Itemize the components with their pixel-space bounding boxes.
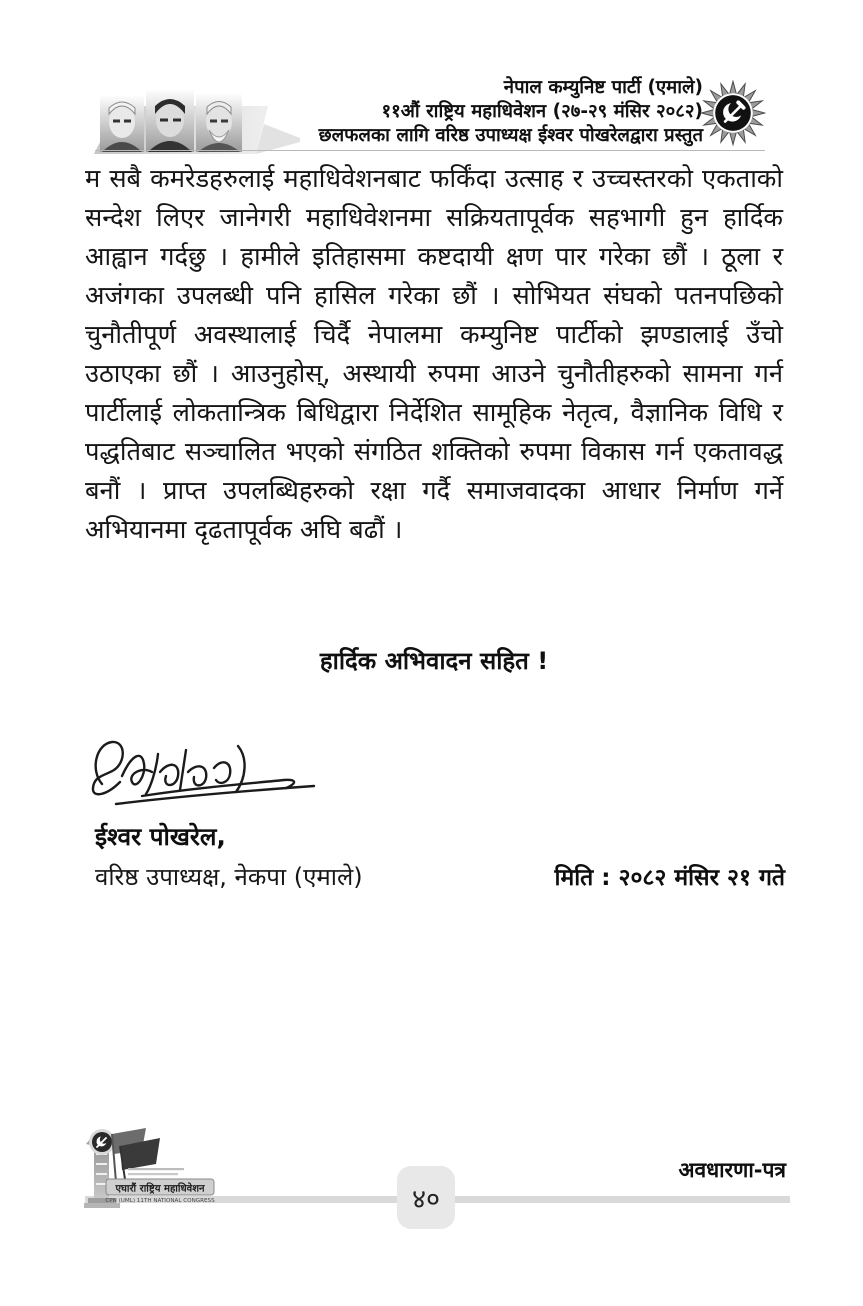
signature	[86, 730, 326, 818]
page-number-badge	[397, 1166, 455, 1229]
congress-logo-icon	[76, 1124, 228, 1222]
signatory-title: वरिष्ठ उपाध्यक्ष, नेकपा (एमाले)	[95, 863, 363, 891]
congress-line: ११औं राष्ट्रिय महाधिवेशन (२७-२९ मंसिर २०८२)	[381, 101, 703, 122]
congress-logo-title: एघारौं राष्ट्रिय महाधिवेशन	[115, 1183, 205, 1195]
signature-row	[95, 860, 785, 893]
handwritten-signature-icon	[86, 730, 326, 818]
party-name: नेपाल कम्युनिष्ट पार्टी (एमाले)	[503, 77, 703, 98]
leaders-photo-strip-icon	[88, 84, 303, 160]
party-emblem	[700, 80, 766, 146]
page-number: ४०	[411, 1184, 441, 1215]
leader-portrait-2	[146, 90, 194, 152]
document-header	[273, 76, 703, 148]
document-label: अवधारणा-पत्र	[678, 1158, 786, 1182]
signatory-name: ईश्वर पोखरेल,	[95, 822, 226, 851]
presented-line: छलफलका लागि वरिष्ठ उपाध्यक्ष ईश्वर पोखरेलद्वारा प्रस्तुत	[318, 125, 703, 146]
leader-portrait-1	[100, 96, 144, 152]
salutation-line: हार्दिक अभिवादन सहित !	[319, 647, 549, 675]
header-divider	[95, 150, 765, 151]
letter-paragraph: म सबै कमरेडहरुलाई महाधिवेशनबाट फर्किंदा उत्साह र उच्चस्तरको एकताको सन्देश लिएर जानेगरी महाधिवेशनमा सक्रियतापूर्वक सहभागी हुन हार्दिक आह्वान गर्दछु । हामीले इतिहासमा कष्टदायी क्षण पार गरेका छौं । ठूला र अजंगका उपलब्धी पनि हासिल गरेका छौं । सोभियत संघको पतनपछिको चुनौतीपूर्ण अवस्थालाई चिर्दै नेपालमा कम्युनिष्ट पार्टीको झण्डालाई उँचो उठाएका छौं । आउनुहोस्, अस्थायी रुपमा आउने चुनौतीहरुको सामना गर्न पार्टीलाई लोकतान्त्रिक बिधिद्वारा निर्देशित सामूहिक नेतृत्व, वैज्ञानिक विधि र पद्धतिबाट सञ्चालित भएको संगठित शक्तिको रुपमा विकास गर्न एकतावद्ध बनौं । प्राप्त उपलब्धिहरुको रक्षा गर्दै समाजवादका आधार निर्माण गर्ने अभियानमा दृढतापूर्वक अघि बढौं ।	[85, 164, 783, 545]
leader-portrait-3	[196, 94, 242, 152]
congress-logo-subtitle: CPN (UML) 11TH NATIONAL CONGRESS	[105, 1198, 215, 1204]
leaders-photos	[88, 84, 303, 160]
congress-logo	[76, 1124, 228, 1222]
hammer-and-sickle-sunburst-icon	[700, 80, 766, 146]
document-date: मिति : २०८२ मंसिर २१ गते	[554, 865, 785, 891]
